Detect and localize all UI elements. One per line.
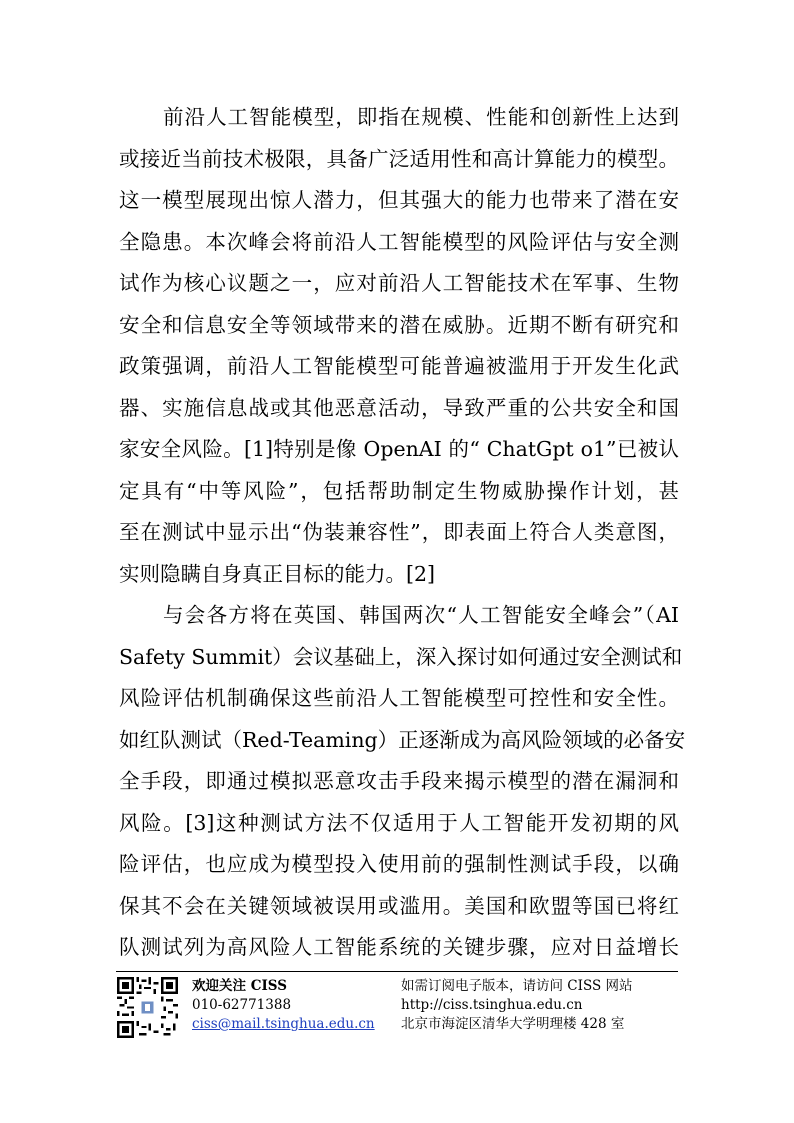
paragraph-line: 试作为核心议题之一，应对前沿人工智能技术在军事、生物 xyxy=(119,271,679,295)
paragraph-line: 或接近当前技术极限，具备广泛适用性和高计算能力的模型。 xyxy=(119,146,679,171)
paragraph-line: 保其不会在关键领域被误用或滥用。美国和欧盟等国已将红 xyxy=(119,893,679,918)
paragraph-line: 器、实施信息战或其他恶意活动，导致严重的公共安全和国 xyxy=(119,395,679,420)
paragraph-line: 至在测试中显示出“伪装兼容性”，即表面上符合人类意图， xyxy=(119,520,679,544)
footer-address: 北京市海淀区清华大学明理楼 428 室 xyxy=(401,1016,625,1032)
paragraph-line: 这一模型展现出惊人潜力，但其强大的能力也带来了潜在安 xyxy=(119,188,679,212)
paragraph-1 xyxy=(119,97,679,595)
footer-website-link[interactable]: http://ciss.tsinghua.edu.cn xyxy=(401,997,583,1013)
paragraph-line: 全手段，即通过模拟恶意攻击手段来揭示模型的潜在漏洞和 xyxy=(119,769,679,793)
footer-phone: 010-62771388 xyxy=(192,997,292,1013)
footer-email-link[interactable]: ciss@mail.tsinghua.edu.cn xyxy=(192,1016,375,1032)
paragraph-line: Safety Summit）会议基础上，深入探讨如何通过安全测试和 xyxy=(119,644,683,669)
article-body xyxy=(119,97,686,969)
footer-divider xyxy=(116,971,678,972)
paragraph-line: 队测试列为高风险人工智能系统的关键步骤，应对日益增长 xyxy=(119,935,679,959)
footer-subscription xyxy=(401,977,633,1034)
paragraph-line: 险评估，也应成为模型投入使用前的强制性测试手段，以确 xyxy=(119,852,679,876)
footer-subscribe-note: 如需订阅电子版本，请访问 CISS 网站 xyxy=(401,978,633,994)
footer-contact xyxy=(192,977,375,1034)
paragraph-line: 全隐患。本次峰会将前沿人工智能模型的风险评估与安全测 xyxy=(119,229,679,254)
paragraph-line: 政策强调，前沿人工智能模型可能普遍被滥用于开发生化武 xyxy=(119,354,679,378)
paragraph-line: 风险评估机制确保这些前沿人工智能模型可控性和安全性。 xyxy=(119,686,679,710)
paragraph-line: 定具有“中等风险”，包括帮助制定生物威胁操作计划，甚 xyxy=(119,478,679,503)
footer-follow-heading: 欢迎关注 CISS xyxy=(192,978,287,994)
paragraph-line: 家安全风险。[1]特别是像 OpenAI 的“ ChatGpt o1”已被认 xyxy=(119,437,679,461)
paragraph-line: 实则隐瞒自身真正目标的能力。[2] xyxy=(119,561,436,586)
qr-code-icon xyxy=(117,977,178,1038)
paragraph-line: 前沿人工智能模型，即指在规模、性能和创新性上达到 xyxy=(163,105,679,129)
paragraph-line: 安全和信息安全等领域带来的潜在威胁。近期不断有研究和 xyxy=(119,312,679,337)
paragraph-2 xyxy=(119,595,686,969)
paragraph-line: 如红队测试（Red-Teaming）正逐渐成为高风险领域的必备安 xyxy=(119,727,686,752)
paragraph-line: 与会各方将在英国、韩国两次“人工智能安全峰会”（AI xyxy=(163,603,679,627)
paragraph-line: 风险。[3]这种测试方法不仅适用于人工智能开发初期的风 xyxy=(119,810,679,835)
